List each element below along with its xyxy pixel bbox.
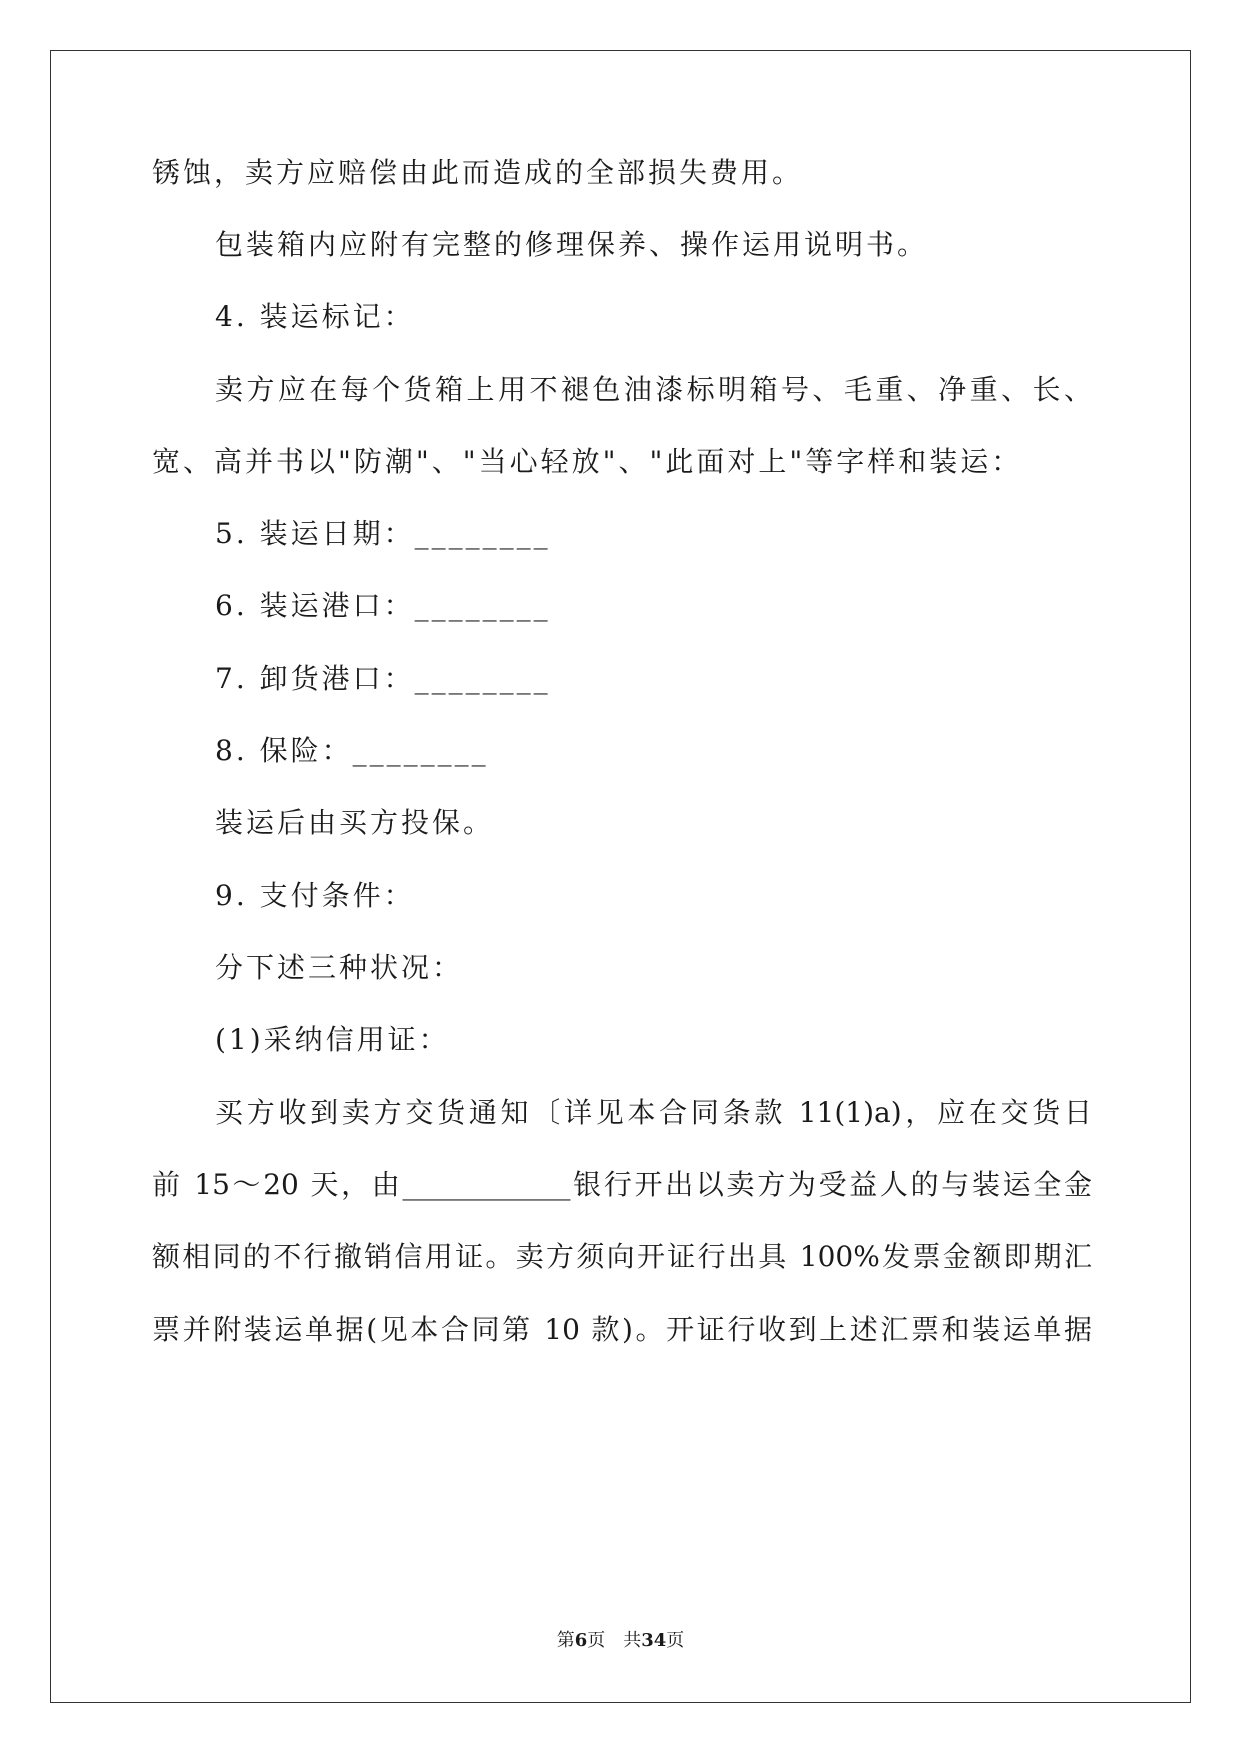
paragraph-line: 前 15～20 天，由____________银行开出以卖方为受益人的与装运全金	[152, 1168, 1092, 1201]
paragraph-line: 额相同的不行撤销信用证。卖方须向开证行出具 100%发票金额即期汇	[152, 1240, 1092, 1273]
section-heading-8: 8. 保险：________	[215, 734, 489, 767]
paragraph-line: 分下述三种状况：	[215, 951, 464, 984]
section-heading-4: 4. 装运标记：	[215, 300, 415, 333]
section-heading-7: 7. 卸货港口：________	[215, 662, 551, 695]
page-footer	[0, 1629, 1241, 1653]
section-heading-9: 9. 支付条件：	[215, 879, 415, 912]
paragraph-line: 包装箱内应附有完整的修理保养、操作运用说明书。	[215, 228, 929, 261]
paragraph-line: 票并附装运单据(见本合同第 10 款)。开证行收到上述汇票和装运单据	[152, 1313, 1092, 1346]
paragraph-line: 锈蚀，卖方应赔偿由此而造成的全部损失费用。	[152, 156, 804, 189]
section-heading-6: 6. 装运港口：________	[215, 589, 551, 622]
paragraph-line: 买方收到卖方交货通知〔详见本合同条款 11(1)a)，应在交货日	[215, 1096, 1092, 1129]
paragraph-line: 卖方应在每个货箱上用不褪色油漆标明箱号、毛重、净重、长、	[215, 373, 1092, 406]
footer-middle: 页 共	[587, 1630, 642, 1651]
paragraph-line: 宽、高并书以"防潮"、"当心轻放"、"此面对上"等字样和装运：	[152, 445, 1023, 478]
footer-suffix: 页	[666, 1630, 685, 1651]
footer-page-number: 6	[574, 1630, 588, 1651]
subsection-heading: (1)采纳信用证：	[215, 1023, 450, 1056]
footer-total-pages: 34	[641, 1630, 667, 1651]
section-heading-5: 5. 装运日期：________	[215, 517, 551, 550]
footer-prefix: 第	[556, 1630, 575, 1651]
paragraph-line: 装运后由买方投保。	[215, 806, 495, 839]
